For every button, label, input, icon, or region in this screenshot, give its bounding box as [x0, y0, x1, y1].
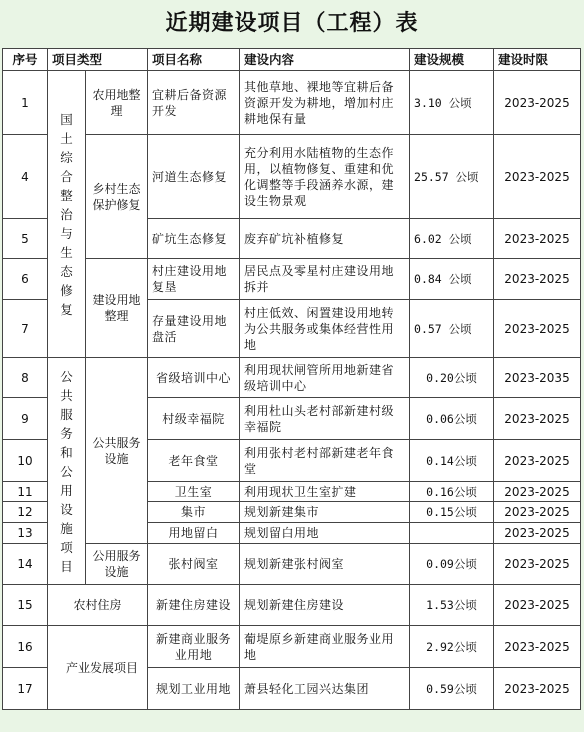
subtype-cell [86, 71, 148, 135]
project-scale: 0.57 公顷 [410, 300, 494, 358]
subtype-label: 公用服务设施 [92, 549, 141, 579]
project-name: 集市 [148, 502, 240, 523]
project-scale [410, 523, 494, 544]
group-cell [48, 358, 86, 585]
project-name: 规划工业用地 [148, 668, 240, 710]
row-no: 7 [3, 300, 48, 358]
row-no: 5 [3, 219, 48, 259]
table-row [3, 259, 581, 300]
row-no: 10 [3, 440, 48, 482]
row-no: 15 [3, 585, 48, 626]
project-period: 2023-2025 [494, 300, 581, 358]
project-content: 废弃矿坑补植修复 [240, 219, 410, 259]
project-content: 利用现状卫生室扩建 [240, 482, 410, 502]
project-content: 村庄低效、闲置建设用地转为公共服务或集体经营性用地 [240, 300, 410, 358]
project-content: 利用杜山头老村部新建村级幸福院 [240, 398, 410, 440]
header-name: 项目名称 [148, 49, 240, 71]
project-name: 村庄建设用地复垦 [148, 259, 240, 300]
table-row [3, 358, 581, 398]
project-name: 村级幸福院 [148, 398, 240, 440]
project-content: 规划新建住房建设 [240, 585, 410, 626]
project-period: 2023-2025 [494, 544, 581, 585]
project-period: 2023-2025 [494, 135, 581, 219]
subtype-label: 建设用地整理 [92, 293, 141, 323]
project-name: 河道生态修复 [148, 135, 240, 219]
row-no: 13 [3, 523, 48, 544]
project-period: 2023-2025 [494, 71, 581, 135]
project-content: 居民点及零星村庄建设用地拆并 [240, 259, 410, 300]
table-row [3, 71, 581, 135]
group-cell [48, 626, 148, 710]
project-name: 卫生室 [148, 482, 240, 502]
project-scale: 6.02 公顷 [410, 219, 494, 259]
project-period: 2023-2025 [494, 626, 581, 668]
row-no: 16 [3, 626, 48, 668]
group-label: 产业发展项目 [65, 660, 138, 675]
row-no: 9 [3, 398, 48, 440]
subtype-label: 乡村生态保护修复 [92, 181, 141, 212]
project-content: 其他草地、裸地等宜耕后备资源开发为耕地，增加村庄耕地保有量 [240, 71, 410, 135]
project-scale: 3.10 公顷 [410, 71, 494, 135]
project-name: 老年食堂 [148, 440, 240, 482]
project-scale: 0.20公顷 [410, 358, 494, 398]
project-period: 2023-2025 [494, 585, 581, 626]
project-scale: 0.15公顷 [410, 502, 494, 523]
header-row [3, 49, 581, 71]
page-title: 近期建设项目（工程）表 [165, 11, 419, 36]
project-scale: 0.14公顷 [410, 440, 494, 482]
project-content: 规划新建张村阀室 [240, 544, 410, 585]
project-name: 省级培训中心 [148, 358, 240, 398]
group-label: 国土综合整治与生态修复 [60, 111, 73, 317]
table-row [3, 626, 581, 668]
project-scale: 1.53公顷 [410, 585, 494, 626]
project-content: 利用现状闸管所用地新建省级培训中心 [240, 358, 410, 398]
project-content: 萧县轻化工园兴达集团 [240, 668, 410, 710]
row-no: 11 [3, 482, 48, 502]
project-table [2, 48, 581, 710]
group-cell [48, 71, 86, 358]
header-scale: 建设规模 [410, 49, 494, 71]
project-period: 2023-2025 [494, 502, 581, 523]
project-scale: 0.84 公顷 [410, 259, 494, 300]
subtype-cell [86, 259, 148, 358]
row-no: 14 [3, 544, 48, 585]
project-content: 规划新建集市 [240, 502, 410, 523]
project-period: 2023-2025 [494, 440, 581, 482]
project-name: 用地留白 [148, 523, 240, 544]
project-period: 2023-2025 [494, 398, 581, 440]
header-no: 序号 [3, 49, 48, 71]
header-period: 建设时限 [494, 49, 581, 71]
subtype-cell [86, 358, 148, 544]
project-content: 规划留白用地 [240, 523, 410, 544]
row-no: 1 [3, 71, 48, 135]
project-name: 存量建设用地盘活 [148, 300, 240, 358]
project-scale: 0.16公顷 [410, 482, 494, 502]
table-row [3, 585, 581, 626]
header-content: 建设内容 [240, 49, 410, 71]
subtype-cell [86, 135, 148, 259]
project-name: 矿坑生态修复 [148, 219, 240, 259]
project-period: 2023-2025 [494, 523, 581, 544]
project-scale: 0.06公顷 [410, 398, 494, 440]
project-name: 新建住房建设 [148, 585, 240, 626]
project-period: 2023-2025 [494, 668, 581, 710]
subtype-cell [86, 544, 148, 585]
project-period: 2023-2025 [494, 259, 581, 300]
project-period: 2023-2025 [494, 482, 581, 502]
project-content: 葡堤原乡新建商业服务业用地 [240, 626, 410, 668]
project-name: 新建商业服务业用地 [148, 626, 240, 668]
project-content: 充分利用水陆植物的生态作用，以植物修复、重建和优化调整等手段涵养水源，建设生物景观 [240, 135, 410, 219]
row-no: 4 [3, 135, 48, 219]
project-scale: 25.57 公顷 [410, 135, 494, 219]
project-scale: 2.92公顷 [410, 626, 494, 668]
header-type: 项目类型 [48, 49, 148, 71]
row-no: 6 [3, 259, 48, 300]
group-cell: 农村住房 [48, 585, 148, 626]
row-no: 8 [3, 358, 48, 398]
project-scale: 0.09公顷 [410, 544, 494, 585]
row-no: 12 [3, 502, 48, 523]
project-period: 2023-2035 [494, 358, 581, 398]
subtype-label: 农用地整理 [92, 87, 141, 118]
table-row [3, 544, 581, 585]
project-name: 宜耕后备资源开发 [148, 71, 240, 135]
group-label: 公共服务和公用设施项目 [60, 368, 73, 574]
subtype-label: 公共服务设施 [92, 435, 141, 466]
project-period: 2023-2025 [494, 219, 581, 259]
project-name: 张村阀室 [148, 544, 240, 585]
row-no: 17 [3, 668, 48, 710]
project-scale: 0.59公顷 [410, 668, 494, 710]
project-content: 利用张村老村部新建老年食堂 [240, 440, 410, 482]
table-row [3, 135, 581, 219]
